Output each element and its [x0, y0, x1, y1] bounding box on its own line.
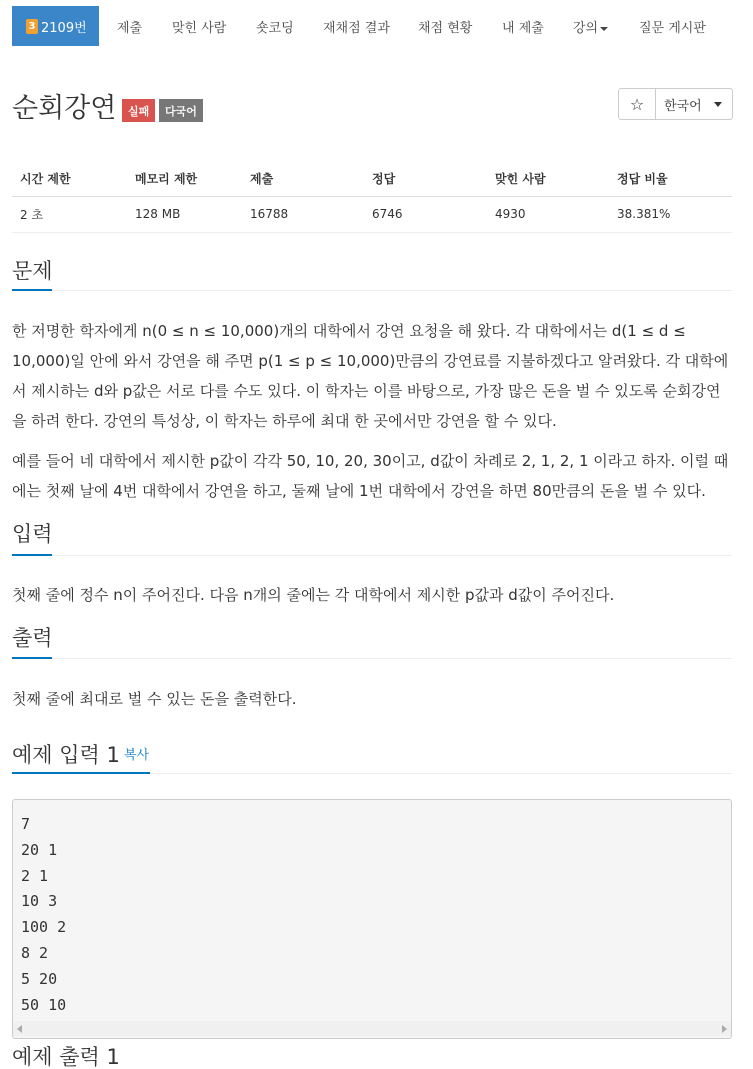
header-time-limit: 시간 제한: [12, 162, 127, 196]
nav-submit[interactable]: 제출: [117, 21, 143, 36]
table-row: [12, 196, 732, 232]
value-submissions: 16788: [242, 196, 364, 232]
nav-solved-users[interactable]: 맞힌 사람: [172, 21, 227, 36]
heading-underline: [12, 289, 52, 291]
section-heading-sample-output: 예제 출력 1: [12, 1045, 120, 1069]
value-time-limit: 2 초: [12, 196, 127, 232]
divider: [12, 555, 732, 556]
nav-qna-board[interactable]: 질문 게시판: [639, 21, 706, 36]
nav-short-coding[interactable]: 숏코딩: [256, 21, 294, 36]
header-solved-users: 맞힌 사람: [487, 162, 609, 196]
section-heading-output: 출력: [12, 626, 53, 650]
problem-description-2: 예를 들어 네 대학에서 제시한 p값이 각각 50, 10, 20, 30이고, d값이 차례로 2, 1, 2, 1 이라고 하자. 이럴 때에는 첫째 날에 4번 대학에서 강연을 하고, 둘째 날에 1번 대학에서 강연을 하면 80만큼의 돈을 벌 수 있다.: [12, 452, 729, 500]
value-accept-ratio: 38.381%: [609, 196, 732, 232]
page-title: 순회강연: [12, 93, 117, 124]
nav-rejudge-results[interactable]: 재채점 결과: [323, 21, 390, 36]
problem-info-table: [12, 162, 732, 233]
heading-underline: [12, 772, 150, 774]
problem-description-1: 한 저명한 학자에게 n(0 ≤ n ≤ 10,000)개의 대학에서 강연 요청을 해 왔다. 각 대학에서는 d(1 ≤ d ≤ 10,000)일 안에 와서 강연을 해 주면 p(1 ≤ p ≤ 10,000)만큼의 강연료를 지불하겠다고 알려왔다. 각 대학에서 제시하는 d와 p값은 서로 다를 수도 있다. 이 학자는 이를 바탕으로, 가장 많은 돈을 벌 수 있도록 순회강연을 하려 한다. 강연의 특성상, 이 학자는 하루에 최대 한 곳에서만 강연을 할 수 있다.: [12, 322, 729, 430]
multilang-badge: 다국어: [159, 99, 203, 122]
section-heading-input: 입력: [12, 522, 53, 546]
divider: [12, 658, 732, 659]
chevron-down-icon: [600, 27, 608, 31]
section-heading-sample-input: 예제 입력 1: [12, 743, 120, 767]
nav-problem-number[interactable]: [12, 6, 99, 46]
status-badge-fail: 실패: [122, 99, 155, 122]
star-icon: ☆: [629, 94, 645, 114]
caret-down-icon: [714, 102, 722, 107]
nav-lectures[interactable]: [573, 17, 608, 36]
copy-button[interactable]: 복사: [124, 748, 150, 763]
nav-my-submissions[interactable]: 내 제출: [502, 21, 544, 36]
header-memory-limit: 메모리 제한: [127, 162, 242, 196]
language-label: 한국어: [664, 98, 702, 114]
heading-underline: [12, 657, 52, 659]
top-nav: [0, 0, 753, 52]
title-actions: [618, 88, 733, 120]
divider: [12, 290, 732, 291]
value-solved-users: 4930: [487, 196, 609, 232]
section-heading-problem: 문제: [12, 259, 53, 283]
header-submissions: 제출: [242, 162, 364, 196]
table-header-row: [12, 162, 732, 196]
header-accept-ratio: 정답 비율: [609, 162, 732, 196]
sample-input-box[interactable]: 7 20 1 2 1 10 3 100 2 8 2 5 20 50 10: [12, 799, 732, 1039]
nav-problem-label: 2109번: [41, 20, 87, 36]
value-accepted: 6746: [364, 196, 487, 232]
scroll-left-icon[interactable]: [17, 1025, 22, 1033]
output-description: 첫째 줄에 최대로 벌 수 있는 돈을 출력한다.: [12, 690, 297, 708]
horizontal-scrollbar[interactable]: [13, 1021, 731, 1036]
scroll-right-icon[interactable]: [722, 1025, 727, 1033]
header-accepted: 정답: [364, 162, 487, 196]
tier-badge-icon: 3: [26, 19, 38, 34]
nav-status[interactable]: 채점 현황: [418, 21, 473, 36]
heading-underline: [12, 554, 52, 556]
star-button[interactable]: [619, 89, 656, 119]
nav-lectures-label: 강의: [573, 21, 599, 36]
value-memory-limit: 128 MB: [127, 196, 242, 232]
language-select[interactable]: [656, 89, 732, 119]
input-description: 첫째 줄에 정수 n이 주어진다. 다음 n개의 줄에는 각 대학에서 제시한 p값과 d값이 주어진다.: [12, 586, 615, 604]
